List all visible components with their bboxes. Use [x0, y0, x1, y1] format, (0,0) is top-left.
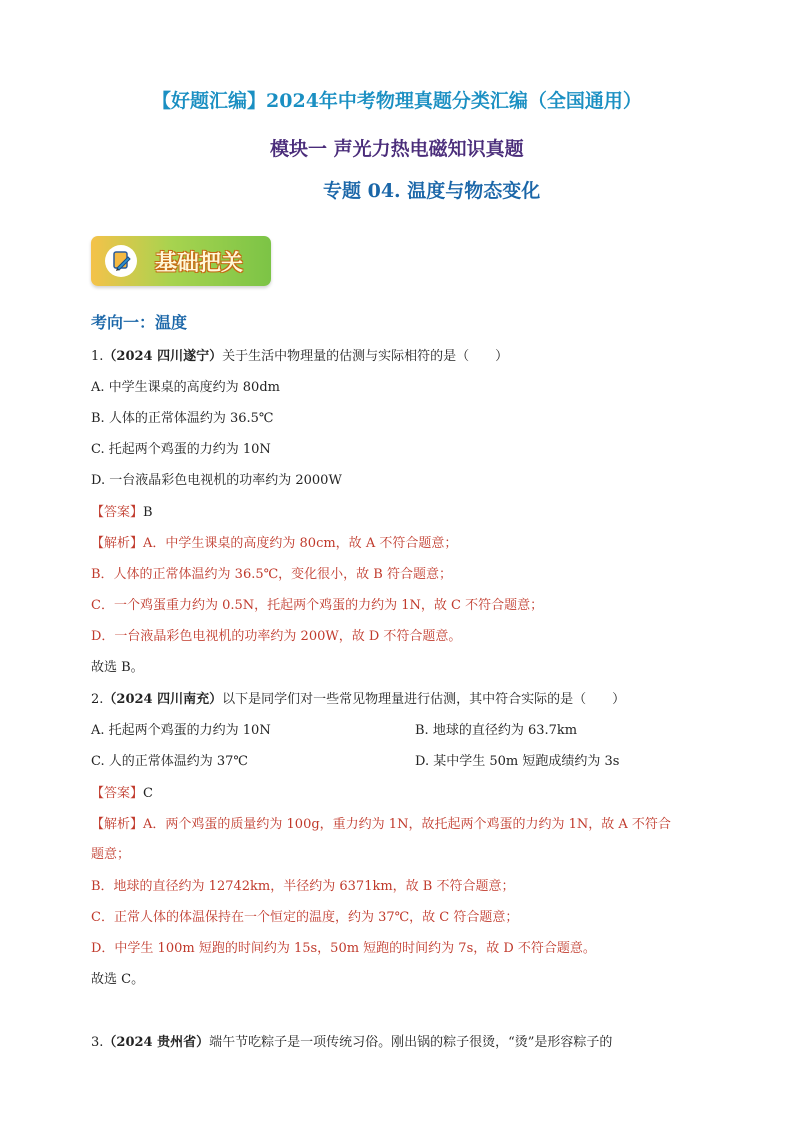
topic-title: 专题 04. 温度与物态变化 [323, 180, 541, 202]
q1-option-b: B. 人体的正常体温约为 36.5℃ [91, 411, 274, 426]
q1-analysis-b: B．人体的正常体温约为 36.5℃，变化很小，故 B 符合题意； [91, 567, 452, 582]
q2-conclusion: 故选 C。 [91, 972, 145, 987]
q2-option-b: B. 地球的直径约为 63.7km [415, 723, 578, 738]
question-text: 关于生活中物理量的估测与实际相符的是（ ） [222, 349, 509, 364]
pen-edit-icon [105, 245, 137, 277]
banner-label: 基础把关 [155, 251, 244, 276]
q1-analysis-c: C．一个鸡蛋重力约为 0.5N，托起两个鸡蛋的力约为 1N，故 C 不符合题意； [91, 598, 544, 613]
answer-tag: 【答案】 [91, 505, 144, 520]
section-banner [91, 236, 271, 286]
section-heading: 考向一：温度 [91, 313, 188, 332]
question-source: （2024 四川南充） [103, 692, 223, 707]
q2-analysis-b: B．地球的直径约为 12742km，半径约为 6371km，故 B 不符合题意； [91, 879, 515, 894]
q2-analysis-c: C．正常人体的体温保持在一个恒定的温度，约为 37℃，故 C 符合题意； [91, 910, 519, 925]
question-3-stem [91, 1034, 612, 1052]
analysis-text: A．中学生课桌的高度约为 80cm，故 A 不符合题意； [143, 536, 458, 551]
q2-analysis-a-wrap: 题意； [91, 847, 131, 862]
module-title: 模块一 声光力热电磁知识真题 [270, 138, 524, 160]
q1-option-a: A. 中学生课桌的高度约为 80dm [91, 380, 280, 395]
question-number: 2. [91, 692, 104, 707]
q1-analysis-d: D．一台液晶彩色电视机的功率约为 200W，故 D 不符合题意。 [91, 629, 462, 644]
analysis-tag: 【解析】 [91, 817, 144, 832]
question-text: 端午节吃粽子是一项传统习俗。刚出锅的粽子很烫，“烫”是形容粽子的 [209, 1035, 613, 1050]
document-title: 【好题汇编】2024年中考物理真题分类汇编（全国通用） [152, 90, 642, 112]
question-1-stem [91, 348, 508, 366]
answer-tag: 【答案】 [91, 786, 144, 801]
q1-analysis-a [91, 535, 457, 553]
q1-option-d: D. 一台液晶彩色电视机的功率约为 2000W [91, 473, 342, 488]
question-number: 3. [91, 1035, 104, 1050]
q2-option-d: D. 某中学生 50m 短跑成绩约为 3s [415, 754, 620, 769]
analysis-text: A．两个鸡蛋的质量约为 100g，重力约为 1N，故托起两个鸡蛋的力约为 1N，故 A 不符合 [143, 817, 671, 832]
question-2-stem [91, 691, 625, 709]
question-number: 1. [91, 349, 104, 364]
answer-value: C [143, 786, 153, 801]
answer-value: B [143, 505, 153, 520]
question-source: （2024 四川遂宁） [103, 349, 223, 364]
q2-answer [91, 785, 153, 803]
question-text: 以下是同学们对一些常见物理量进行估测，其中符合实际的是（ ） [222, 692, 626, 707]
q2-option-c: C. 人的正常体温约为 37℃ [91, 754, 248, 769]
q2-analysis-a [91, 816, 671, 834]
q2-option-a: A. 托起两个鸡蛋的力约为 10N [91, 723, 271, 738]
q1-conclusion: 故选 B。 [91, 660, 144, 675]
question-source: （2024 贵州省） [103, 1035, 210, 1050]
analysis-tag: 【解析】 [91, 536, 144, 551]
q1-option-c: C. 托起两个鸡蛋的力约为 10N [91, 442, 271, 457]
q2-analysis-d: D．中学生 100m 短跑的时间约为 15s，50m 短跑的时间约为 7s，故 D 不符合题意。 [91, 941, 596, 956]
q1-answer [91, 504, 153, 522]
